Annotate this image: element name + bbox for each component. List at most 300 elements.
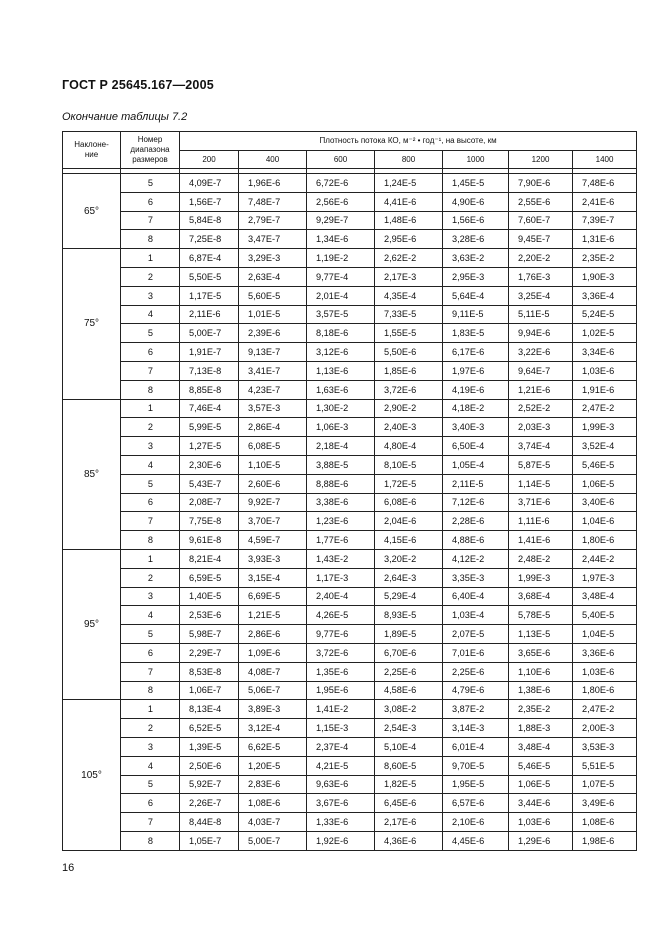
flux-value-cell: 1,06E-5 — [509, 775, 573, 794]
table-header — [63, 132, 637, 174]
flux-value-cell: 2,04E-6 — [375, 512, 443, 531]
flux-value-cell: 3,12E-6 — [307, 343, 375, 362]
flux-value-cell: 1,13E-5 — [509, 625, 573, 644]
size-range-cell: 8 — [121, 831, 180, 850]
flux-value-cell: 4,36E-6 — [375, 831, 443, 850]
flux-value-cell: 6,01E-4 — [443, 737, 509, 756]
flux-value-cell: 5,78E-5 — [509, 606, 573, 625]
flux-value-cell: 1,08E-6 — [239, 794, 307, 813]
table-row — [63, 568, 637, 587]
flux-value-cell: 1,19E-2 — [307, 249, 375, 268]
flux-value-cell: 3,53E-3 — [573, 737, 637, 756]
size-range-cell: 6 — [121, 643, 180, 662]
altitude-header: 1200 — [509, 151, 573, 169]
flux-value-cell: 3,88E-5 — [307, 455, 375, 474]
flux-value-cell: 3,52E-4 — [573, 437, 637, 456]
flux-value-cell: 1,23E-6 — [307, 512, 375, 531]
flux-value-cell: 3,48E-4 — [573, 587, 637, 606]
flux-value-cell: 2,47E-2 — [573, 700, 637, 719]
flux-value-cell: 4,03E-7 — [239, 813, 307, 832]
flux-value-cell: 3,93E-3 — [239, 549, 307, 568]
flux-value-cell: 4,90E-6 — [443, 192, 509, 211]
table-row — [63, 192, 637, 211]
flux-value-cell: 1,82E-5 — [375, 775, 443, 794]
table-row — [63, 174, 637, 193]
flux-value-cell: 2,20E-2 — [509, 249, 573, 268]
table-row — [63, 211, 637, 230]
tilt-angle-cell: 95° — [63, 549, 121, 699]
flux-value-cell: 1,97E-6 — [443, 361, 509, 380]
flux-value-cell: 5,46E-5 — [509, 756, 573, 775]
table-row — [63, 455, 637, 474]
flux-value-cell: 1,95E-5 — [443, 775, 509, 794]
flux-value-cell: 1,04E-6 — [573, 512, 637, 531]
table-row — [63, 662, 637, 681]
flux-value-cell: 1,30E-2 — [307, 399, 375, 418]
flux-value-cell: 2,03E-3 — [509, 418, 573, 437]
table-row — [63, 512, 637, 531]
size-range-cell: 6 — [121, 192, 180, 211]
flux-value-cell: 1,06E-5 — [573, 474, 637, 493]
flux-value-cell: 6,45E-6 — [375, 794, 443, 813]
flux-value-cell: 3,29E-3 — [239, 249, 307, 268]
flux-value-cell: 1,55E-5 — [375, 324, 443, 343]
tilt-angle-cell: 65° — [63, 174, 121, 249]
size-range-cell: 8 — [121, 531, 180, 550]
flux-value-cell: 1,92E-6 — [307, 831, 375, 850]
flux-value-cell: 9,77E-6 — [307, 625, 375, 644]
size-range-cell: 5 — [121, 174, 180, 193]
altitude-header: 400 — [239, 151, 307, 169]
flux-value-cell: 1,96E-6 — [239, 174, 307, 193]
flux-value-cell: 1,05E-7 — [180, 831, 239, 850]
table-row — [63, 794, 637, 813]
flux-value-cell: 9,13E-7 — [239, 343, 307, 362]
flux-value-cell: 6,69E-5 — [239, 587, 307, 606]
flux-value-cell: 3,08E-2 — [375, 700, 443, 719]
flux-value-cell: 5,64E-4 — [443, 286, 509, 305]
flux-value-cell: 4,15E-6 — [375, 531, 443, 550]
size-range-column-header — [121, 132, 180, 169]
flux-value-cell: 1,31E-6 — [573, 230, 637, 249]
flux-value-cell: 4,23E-7 — [239, 380, 307, 399]
flux-value-cell: 3,68E-4 — [509, 587, 573, 606]
flux-value-cell: 2,83E-6 — [239, 775, 307, 794]
flux-value-cell: 3,72E-6 — [307, 643, 375, 662]
size-range-header-label: Номер диапазона размеров — [130, 135, 170, 164]
flux-value-cell: 2,35E-2 — [573, 249, 637, 268]
flux-value-cell: 4,12E-2 — [443, 549, 509, 568]
flux-value-cell: 9,92E-7 — [239, 493, 307, 512]
flux-value-cell: 1,10E-6 — [509, 662, 573, 681]
flux-value-cell: 3,28E-6 — [443, 230, 509, 249]
flux-value-cell: 3,44E-6 — [509, 794, 573, 813]
flux-value-cell: 1,34E-6 — [307, 230, 375, 249]
flux-value-cell: 6,17E-6 — [443, 343, 509, 362]
flux-value-cell: 3,20E-2 — [375, 549, 443, 568]
flux-value-cell: 4,41E-6 — [375, 192, 443, 211]
size-range-cell: 7 — [121, 662, 180, 681]
table-row — [63, 737, 637, 756]
flux-value-cell: 4,26E-5 — [307, 606, 375, 625]
size-range-cell: 7 — [121, 211, 180, 230]
flux-value-cell: 3,34E-6 — [573, 343, 637, 362]
flux-value-cell: 3,49E-6 — [573, 794, 637, 813]
flux-value-cell: 9,11E-5 — [443, 305, 509, 324]
flux-value-cell: 6,57E-6 — [443, 794, 509, 813]
flux-value-cell: 5,00E-7 — [239, 831, 307, 850]
flux-value-cell: 3,65E-6 — [509, 643, 573, 662]
flux-value-cell: 6,08E-5 — [239, 437, 307, 456]
flux-value-cell: 1,27E-5 — [180, 437, 239, 456]
size-range-cell: 1 — [121, 399, 180, 418]
flux-value-cell: 1,80E-6 — [573, 681, 637, 700]
flux-value-cell: 2,86E-4 — [239, 418, 307, 437]
table-row — [63, 267, 637, 286]
flux-value-cell: 1,43E-2 — [307, 549, 375, 568]
flux-value-cell: 6,40E-4 — [443, 587, 509, 606]
table-row — [63, 230, 637, 249]
flux-value-cell: 2,39E-6 — [239, 324, 307, 343]
flux-value-cell: 1,41E-2 — [307, 700, 375, 719]
flux-value-cell: 7,25E-8 — [180, 230, 239, 249]
flux-value-cell: 4,79E-6 — [443, 681, 509, 700]
flux-value-cell: 3,89E-3 — [239, 700, 307, 719]
altitude-header: 600 — [307, 151, 375, 169]
flux-value-cell: 2,55E-6 — [509, 192, 573, 211]
document-code: ГОСТ Р 25645.167—2005 — [62, 78, 214, 92]
flux-value-cell: 7,48E-6 — [573, 174, 637, 193]
table-row — [63, 305, 637, 324]
flux-value-cell: 1,33E-6 — [307, 813, 375, 832]
flux-value-cell: 2,18E-4 — [307, 437, 375, 456]
flux-value-cell: 1,02E-5 — [573, 324, 637, 343]
flux-value-cell: 1,07E-5 — [573, 775, 637, 794]
size-range-cell: 5 — [121, 775, 180, 794]
table-row — [63, 587, 637, 606]
size-range-cell: 1 — [121, 249, 180, 268]
flux-value-cell: 2,28E-6 — [443, 512, 509, 531]
flux-value-cell: 1,99E-3 — [509, 568, 573, 587]
flux-value-cell: 1,41E-6 — [509, 531, 573, 550]
flux-value-cell: 5,84E-8 — [180, 211, 239, 230]
flux-value-cell: 1,13E-6 — [307, 361, 375, 380]
flux-value-cell: 2,25E-6 — [375, 662, 443, 681]
flux-value-cell: 2,11E-5 — [443, 474, 509, 493]
size-range-cell: 3 — [121, 286, 180, 305]
flux-value-cell: 1,90E-3 — [573, 267, 637, 286]
flux-value-cell: 1,72E-5 — [375, 474, 443, 493]
flux-value-cell: 1,95E-6 — [307, 681, 375, 700]
table-row — [63, 343, 637, 362]
flux-value-cell: 2,63E-4 — [239, 267, 307, 286]
flux-value-cell: 1,17E-5 — [180, 286, 239, 305]
flux-value-cell: 1,39E-5 — [180, 737, 239, 756]
flux-value-cell: 1,01E-5 — [239, 305, 307, 324]
flux-value-cell: 6,87E-4 — [180, 249, 239, 268]
table-row — [63, 775, 637, 794]
size-range-cell: 4 — [121, 305, 180, 324]
flux-value-cell: 7,75E-8 — [180, 512, 239, 531]
flux-value-cell: 6,59E-5 — [180, 568, 239, 587]
flux-value-cell: 3,40E-6 — [573, 493, 637, 512]
flux-value-cell: 1,04E-5 — [573, 625, 637, 644]
flux-value-cell: 8,21E-4 — [180, 549, 239, 568]
flux-value-cell: 2,11E-6 — [180, 305, 239, 324]
flux-value-cell: 4,21E-5 — [307, 756, 375, 775]
flux-value-cell: 3,38E-6 — [307, 493, 375, 512]
flux-value-cell: 2,25E-6 — [443, 662, 509, 681]
table-row — [63, 643, 637, 662]
flux-value-cell: 6,08E-6 — [375, 493, 443, 512]
flux-value-cell: 1,97E-3 — [573, 568, 637, 587]
flux-value-cell: 2,17E-6 — [375, 813, 443, 832]
flux-value-cell: 5,50E-6 — [375, 343, 443, 362]
size-range-cell: 2 — [121, 418, 180, 437]
flux-value-cell: 3,36E-6 — [573, 643, 637, 662]
table-row — [63, 418, 637, 437]
size-range-cell: 8 — [121, 380, 180, 399]
flux-value-cell: 9,94E-6 — [509, 324, 573, 343]
flux-value-cell: 5,43E-7 — [180, 474, 239, 493]
flux-value-cell: 5,46E-5 — [573, 455, 637, 474]
flux-value-cell: 3,15E-4 — [239, 568, 307, 587]
flux-value-cell: 2,37E-4 — [307, 737, 375, 756]
flux-value-cell: 8,18E-6 — [307, 324, 375, 343]
flux-value-cell: 3,63E-2 — [443, 249, 509, 268]
flux-value-cell: 6,70E-6 — [375, 643, 443, 662]
flux-value-cell: 5,92E-7 — [180, 775, 239, 794]
flux-value-cell: 1,24E-5 — [375, 174, 443, 193]
flux-value-cell: 1,15E-3 — [307, 719, 375, 738]
flux-value-cell: 7,60E-7 — [509, 211, 573, 230]
flux-value-cell: 1,10E-5 — [239, 455, 307, 474]
table-row — [63, 606, 637, 625]
flux-value-cell: 3,40E-3 — [443, 418, 509, 437]
flux-value-cell: 4,59E-7 — [239, 531, 307, 550]
size-range-cell: 7 — [121, 512, 180, 531]
flux-value-cell: 1,88E-3 — [509, 719, 573, 738]
flux-value-cell: 1,08E-6 — [573, 813, 637, 832]
flux-value-cell: 5,60E-5 — [239, 286, 307, 305]
flux-value-cell: 2,29E-7 — [180, 643, 239, 662]
flux-value-cell: 2,56E-6 — [307, 192, 375, 211]
size-range-cell: 6 — [121, 493, 180, 512]
table-row — [63, 625, 637, 644]
flux-value-cell: 8,93E-5 — [375, 606, 443, 625]
flux-value-cell: 5,29E-4 — [375, 587, 443, 606]
flux-value-cell: 5,06E-7 — [239, 681, 307, 700]
flux-value-cell: 1,91E-7 — [180, 343, 239, 362]
size-range-cell: 5 — [121, 625, 180, 644]
altitude-header: 200 — [180, 151, 239, 169]
size-range-cell: 4 — [121, 606, 180, 625]
table-row — [63, 549, 637, 568]
flux-value-cell: 1,56E-6 — [443, 211, 509, 230]
flux-value-cell: 9,61E-8 — [180, 531, 239, 550]
flux-value-cell: 3,71E-6 — [509, 493, 573, 512]
flux-value-cell: 2,53E-6 — [180, 606, 239, 625]
flux-value-cell: 2,52E-2 — [509, 399, 573, 418]
flux-value-cell: 4,80E-4 — [375, 437, 443, 456]
flux-value-cell: 4,58E-6 — [375, 681, 443, 700]
table-row — [63, 361, 637, 380]
flux-value-cell: 9,29E-7 — [307, 211, 375, 230]
flux-value-cell: 1,03E-6 — [573, 361, 637, 380]
table-row — [63, 249, 637, 268]
flux-value-cell: 3,12E-4 — [239, 719, 307, 738]
flux-value-cell: 6,62E-5 — [239, 737, 307, 756]
flux-value-cell: 1,09E-6 — [239, 643, 307, 662]
tilt-header-label: Наклоне- ние — [74, 140, 109, 159]
flux-value-cell: 3,67E-6 — [307, 794, 375, 813]
flux-value-cell: 8,13E-4 — [180, 700, 239, 719]
flux-value-cell: 4,09E-7 — [180, 174, 239, 193]
flux-value-cell: 8,85E-8 — [180, 380, 239, 399]
flux-value-cell: 1,05E-4 — [443, 455, 509, 474]
flux-value-cell: 1,89E-5 — [375, 625, 443, 644]
table-row — [63, 700, 637, 719]
flux-value-cell: 8,88E-6 — [307, 474, 375, 493]
flux-value-cell: 5,10E-4 — [375, 737, 443, 756]
tilt-angle-cell: 75° — [63, 249, 121, 399]
flux-value-cell: 9,64E-7 — [509, 361, 573, 380]
size-range-cell: 7 — [121, 813, 180, 832]
table-row — [63, 380, 637, 399]
size-range-cell: 8 — [121, 230, 180, 249]
flux-value-cell: 5,87E-5 — [509, 455, 573, 474]
flux-value-cell: 5,98E-7 — [180, 625, 239, 644]
flux-value-cell: 2,08E-7 — [180, 493, 239, 512]
flux-value-cell: 2,54E-3 — [375, 719, 443, 738]
flux-value-cell: 1,56E-7 — [180, 192, 239, 211]
flux-value-cell: 1,21E-6 — [509, 380, 573, 399]
flux-value-cell: 1,85E-6 — [375, 361, 443, 380]
flux-value-cell: 4,35E-4 — [375, 286, 443, 305]
flux-value-cell: 1,06E-3 — [307, 418, 375, 437]
flux-value-cell: 7,12E-6 — [443, 493, 509, 512]
flux-value-cell: 3,70E-7 — [239, 512, 307, 531]
flux-value-cell: 8,53E-8 — [180, 662, 239, 681]
flux-value-cell: 1,03E-6 — [573, 662, 637, 681]
flux-value-cell: 2,30E-6 — [180, 455, 239, 474]
flux-value-cell: 1,03E-6 — [509, 813, 573, 832]
flux-value-cell: 2,50E-6 — [180, 756, 239, 775]
tilt-angle-cell: 85° — [63, 399, 121, 549]
flux-value-cell: 1,48E-6 — [375, 211, 443, 230]
flux-density-table — [62, 131, 637, 851]
flux-value-cell: 8,10E-5 — [375, 455, 443, 474]
flux-value-cell: 2,00E-3 — [573, 719, 637, 738]
flux-value-cell: 5,11E-5 — [509, 305, 573, 324]
flux-value-cell: 8,60E-5 — [375, 756, 443, 775]
flux-value-cell: 2,48E-2 — [509, 549, 573, 568]
flux-group-header: Плотность потока КО, м⁻² • год⁻¹, на высоте, км — [180, 132, 637, 151]
flux-value-cell: 7,90E-6 — [509, 174, 573, 193]
flux-value-cell: 3,47E-7 — [239, 230, 307, 249]
table-row — [63, 286, 637, 305]
size-range-cell: 2 — [121, 719, 180, 738]
flux-value-cell: 1,98E-6 — [573, 831, 637, 850]
flux-value-cell: 9,70E-5 — [443, 756, 509, 775]
flux-value-cell: 2,62E-2 — [375, 249, 443, 268]
flux-value-cell: 2,44E-2 — [573, 549, 637, 568]
altitude-header: 1000 — [443, 151, 509, 169]
flux-value-cell: 1,45E-5 — [443, 174, 509, 193]
table-body — [63, 174, 637, 851]
flux-value-cell: 1,17E-3 — [307, 568, 375, 587]
flux-value-cell: 3,35E-3 — [443, 568, 509, 587]
size-range-cell: 3 — [121, 437, 180, 456]
tilt-angle-cell: 105° — [63, 700, 121, 850]
flux-value-cell: 4,45E-6 — [443, 831, 509, 850]
flux-value-cell: 2,01E-4 — [307, 286, 375, 305]
flux-value-cell: 8,44E-8 — [180, 813, 239, 832]
flux-value-cell: 2,64E-3 — [375, 568, 443, 587]
flux-value-cell: 2,17E-3 — [375, 267, 443, 286]
tilt-column-header — [63, 132, 121, 169]
flux-value-cell: 1,80E-6 — [573, 531, 637, 550]
flux-value-cell: 3,57E-3 — [239, 399, 307, 418]
flux-value-cell: 2,86E-6 — [239, 625, 307, 644]
flux-value-cell: 1,14E-5 — [509, 474, 573, 493]
flux-value-cell: 3,25E-4 — [509, 286, 573, 305]
size-range-cell: 1 — [121, 549, 180, 568]
flux-value-cell: 3,87E-2 — [443, 700, 509, 719]
flux-value-cell: 6,72E-6 — [307, 174, 375, 193]
flux-value-cell: 9,63E-6 — [307, 775, 375, 794]
flux-value-cell: 3,72E-6 — [375, 380, 443, 399]
flux-value-cell: 4,19E-6 — [443, 380, 509, 399]
table-row — [63, 399, 637, 418]
altitude-header: 1400 — [573, 151, 637, 169]
flux-value-cell: 6,52E-5 — [180, 719, 239, 738]
flux-value-cell: 7,33E-5 — [375, 305, 443, 324]
flux-value-cell: 1,35E-6 — [307, 662, 375, 681]
flux-value-cell: 1,21E-5 — [239, 606, 307, 625]
table-row — [63, 719, 637, 738]
flux-value-cell: 3,57E-5 — [307, 305, 375, 324]
flux-value-cell: 1,06E-7 — [180, 681, 239, 700]
flux-value-cell: 9,45E-7 — [509, 230, 573, 249]
flux-value-cell: 3,36E-4 — [573, 286, 637, 305]
table-row — [63, 324, 637, 343]
size-range-cell: 7 — [121, 361, 180, 380]
flux-value-cell: 2,47E-2 — [573, 399, 637, 418]
table-row — [63, 813, 637, 832]
altitude-header: 800 — [375, 151, 443, 169]
flux-value-cell: 6,50E-4 — [443, 437, 509, 456]
flux-value-cell: 2,40E-4 — [307, 587, 375, 606]
flux-value-cell: 3,14E-3 — [443, 719, 509, 738]
size-range-cell: 5 — [121, 324, 180, 343]
size-range-cell: 5 — [121, 474, 180, 493]
table-row — [63, 681, 637, 700]
flux-density-table-container — [62, 131, 637, 851]
size-range-cell: 4 — [121, 455, 180, 474]
flux-value-cell: 5,50E-5 — [180, 267, 239, 286]
flux-value-cell: 1,76E-3 — [509, 267, 573, 286]
flux-value-cell: 1,11E-6 — [509, 512, 573, 531]
flux-value-cell: 2,41E-6 — [573, 192, 637, 211]
flux-value-cell: 1,63E-6 — [307, 380, 375, 399]
flux-value-cell: 2,90E-2 — [375, 399, 443, 418]
flux-value-cell: 3,41E-7 — [239, 361, 307, 380]
size-range-cell: 2 — [121, 568, 180, 587]
flux-value-cell: 7,39E-7 — [573, 211, 637, 230]
flux-value-cell: 3,48E-4 — [509, 737, 573, 756]
flux-value-cell: 1,91E-6 — [573, 380, 637, 399]
